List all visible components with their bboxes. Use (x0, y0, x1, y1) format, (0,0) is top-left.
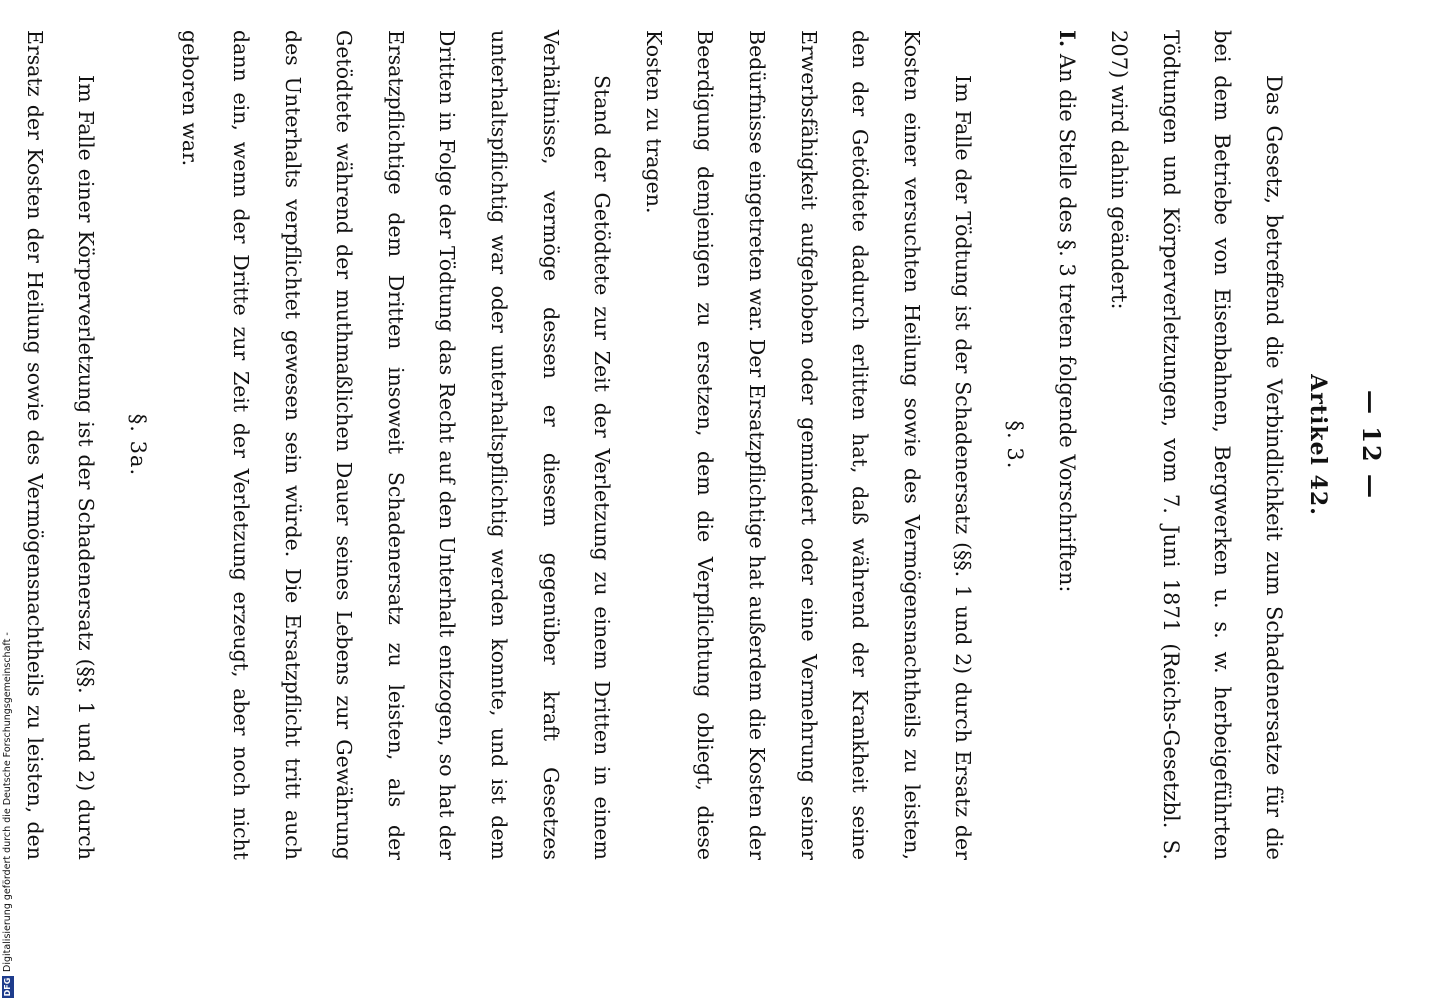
section-3-paragraph-1: Im Falle der Tödtung ist der Schadenersatz (§§. 1 und 2) durch Ersatz der Kosten einer versuchten Heilung sowie des Vermögensnachtheils zu leisten, den der Getödtete dadurch erlitten hat, daß während der Krankheit seine Erwerbsfähigkeit aufgehoben oder gemindert oder eine Vermehrung seiner Bedürfnisse eingetreten war. Der Ersatzpflichtige hat außerdem die Kosten der Beerdigung demjenigen zu ersetzen, dem die Verpflichtung obliegt, diese Kosten zu tragen. (641, 30, 976, 860)
item-1-number: I. (1054, 30, 1080, 48)
page-content (0, 30, 1397, 860)
article-title: Artikel 42. (1305, 374, 1331, 516)
intro-paragraph: Das Gesetz, betreffend die Verbindlichkeit zum Schadenersatze für die bei dem Betriebe von Eisenbahnen, Bergwerken u. s. w. herbeigeführten Tödtungen und Körperverletzungen, vom 7. Juni 1871 (Reichs-Gesetzbl. S. 207) wird dahin geändert: (1107, 30, 1286, 860)
section-3a-heading: §. 3a. (125, 413, 150, 477)
item-1 (1040, 30, 1093, 860)
page-number: — 12 — (1357, 389, 1386, 501)
credit-strip (0, 0, 30, 1000)
section-3-heading: §. 3. (1003, 420, 1028, 470)
digitization-credit: Digitalisierung gefördert durch die Deutsche Forschungsgemeinschaft - (2, 632, 13, 972)
section-3-paragraph-2: Stand der Getödtete zur Zeit der Verletzung zu einem Dritten in einem Verhältnisse, vermöge dessen er diesem gegenüber kraft Gesetzes unterhaltspflichtig war oder unterhaltspflichtig werden konnte, und ist dem Dritten in Folge der Tödtung das Recht auf den Unterhalt entzogen, so hat der Ersatzpflichtige dem Dritten insoweit Schadenersatz zu leisten, als der Getödtete während der muthmaßlichen Dauer seines Lebens zur Gewährung des Unterhalts verpflichtet gewesen sein würde. Die Ersatzpflicht tritt auch dann ein, wenn der Dritte zur Zeit der Verletzung erzeugt, aber noch nicht geboren war. (177, 30, 615, 860)
item-1-text: An die Stelle des §. 3 treten folgende Vorschriften: (1054, 53, 1079, 593)
section-3a-paragraph-1: Im Falle einer Körperverletzung ist der Schadenersatz (§§. 1 und 2) durch Ersatz der Kosten der Heilung sowie des Vermögensnachtheils zu leisten, den (22, 30, 99, 860)
dfg-logo: DFG (3, 977, 12, 997)
